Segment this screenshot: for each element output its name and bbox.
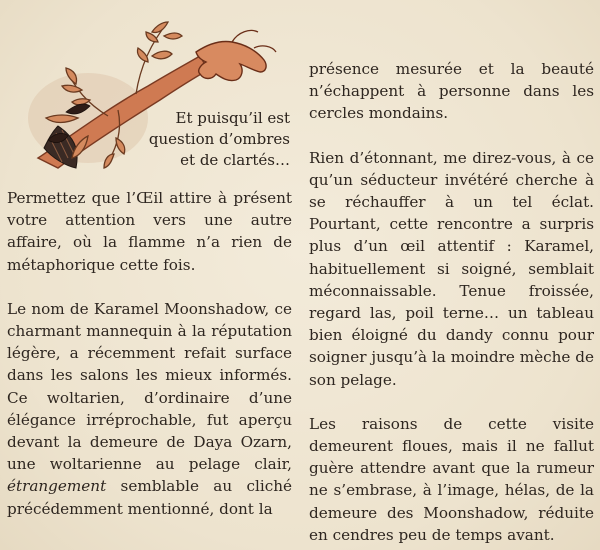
caption-line-2: question d’ombres	[148, 130, 290, 148]
right-paragraph-3: Les raisons de cette visite demeurent floues, mais il ne fallut guère attendre avant que la rumeur ne s’embrase, à l’image, hélas, de la demeure des Moonshadow, réduite en cendres peu de temps avant.	[309, 414, 594, 544]
left-paragraph-1: Permettez que l’Œil attire à présent votre attention vers une autre affaire, où la flamme n’a rien de métaphorique cette fois.	[7, 189, 292, 274]
left-paragraph-2-text-a: Le nom de Karamel Moonshadow, ce charmant mannequin à la réputation légère, a récemment refait surface dans les salons les mieux informés. Ce woltarien, d’ordinaire d’une élégance irréprochable, fut aperçu devant la demeure de Daya Ozarn, une woltarienne au pelage clair,	[7, 299, 292, 474]
left-paragraph-2-emphasis: étrangement	[7, 477, 107, 496]
left-paragraph-2	[7, 298, 292, 520]
right-paragraph-1: présence mesurée et la beauté n’échappent à personne dans les cercles mondains.	[309, 60, 594, 123]
right-column	[309, 58, 594, 546]
caption-line-3: et de clartés…	[180, 151, 290, 169]
left-paragraph-2-text-b: semblable au cliché précédemment mentionné, dont la	[7, 477, 292, 518]
illustration-caption	[140, 108, 290, 171]
left-column	[7, 187, 292, 520]
right-paragraph-2: Rien d’étonnant, me direz-vous, à ce qu’un séducteur invétéré cherche à se réchauffer à un tel éclat. Pourtant, cette rencontre a surpris plus d’un œil attentif : Karamel, habituellement si soigné, semblait méconnaissable. Tenue froissée, regard las, poil terne… un tableau bien éloigné du dandy connu pour soigner jusqu’à la moindre mèche de son pelage.	[309, 148, 594, 389]
caption-line-1: Et puisqu’il est	[175, 109, 290, 127]
